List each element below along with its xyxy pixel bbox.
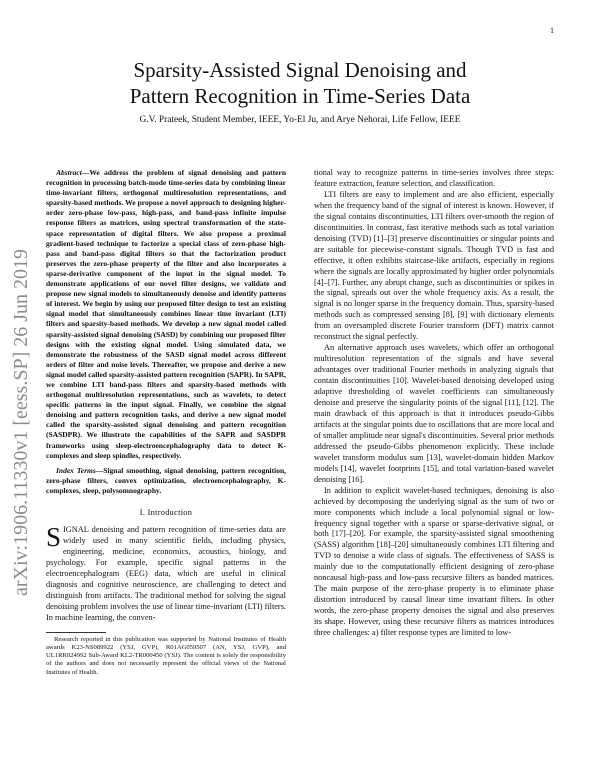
abstract-text: —We address the problem of signal denoising and pattern recognition in processing batch-mode time-series data by combining linear time-invariant filters, orthogonal multiresolution representations, and sparsity-based methods. We propose a novel approach to designing higher-order zero-phase low-pass, high-pass, and band-pass infinite impulse response filters as matrices, using spectral transformation of the state-space representation of digital filters. We also propose a proximal gradient-based technique to factorize a special class of zero-phase high-pass and band-pass digital filters so that the factorization product preserves the zero-phase property of the filter and also incorporates a sparse-derivative component of the input in the signal model. To demonstrate applications of our novel filter designs, we validate and propose new signal models to simultaneously denoise and identify patterns of interest. We begin by using our proposed filter design to test an existing signal model that simultaneously combines linear time invariant (LTI) filters and sparsity-based methods. We develop a new signal model called sparsity-assisted signal denoising (SASD) by combining our proposed filter designs with the existing signal model. Using simulated data, we demonstrate the robustness of the SASD signal model across different orders of filter and noise levels. Thereafter, we propose and derive a new signal model called sparsity-assisted pattern recognition (SAPR). In SAPR, we combine LTI band-pass filters and sparsity-based methods with orthogonal multiresolution representations, such as wavelets, to detect specific patterns in the input signal. Finally, we combine the signal denoising and pattern recognition tasks, and derive a new signal model called the sparsity-assisted signal denoising and pattern recognition (SASDPR). We illustrate the capabilities of the SAPR and SASDPR frameworks using sleep-electroencephalography data to detect K-complexes and sleep spindles, respectively. (46, 168, 286, 460)
section-heading: I. Introduction (139, 508, 193, 517)
intro-text: IGNAL denoising and pattern recognition of time-series data are widely used in many scientific fields, including physics, engineering, medicine, economics, acoustics, biology, and psychology. For example, specific signal patterns in the electroencephalogram (EEG) data, which are useful in clinical diagnosis and cognitive neuroscience, are challenging to detect and distinguish from artifacts. The traditional method for solving the signal denoising problem involves the use of linear time-invariant (LTI) filters. In machine learning, the conven- (46, 524, 286, 622)
index-terms (46, 466, 286, 496)
right-paragraph-3: An alternative approach uses wavelets, which offer an orthogonal multiresolution representation of the signals and have several advantages over traditional Fourier methods in analyzing signals that contain discontinuities [10]. Wavelet-based denoising developed using adaptive thresholding of wavelet coefficients can simultaneously denoise and preserve the singularity points of the signal [11], [12]. The main drawback of this approach is that it introduces pseudo-Gibbs artifacts at the singular points due to oscillations that are more local and of smaller amplitude near signal's discontinuities. Several prior methods addressed the pseudo-Gibbs phenomenon explicitly. These include wavelet transform modulus sum [13], wavelet-domain hidden Markov models [14], wavelet footprints [15], and total variation-based wavelet denoising [16]. (314, 343, 554, 484)
title-line-1: Sparsity-Assisted Signal Denoising and (133, 58, 467, 82)
author-line: G.V. Prateek, Student Member, IEEE, Yo-El Ju, and Arye Nehorai, Life Fellow, IEEE (139, 115, 461, 125)
left-column (46, 168, 286, 677)
arxiv-watermark: arXiv:1906.11330v1 [eess.SP] 26 Jun 2019 (10, 248, 32, 596)
abstract (46, 168, 286, 461)
page-number: 1 (550, 26, 554, 35)
title-line-2: Pattern Recognition in Time-Series Data (129, 84, 471, 108)
funding-footnote: Research reported in this publication was supported by National Institutes of Health awards K23-NS089922 (YSJ, GVP), R01AG059507 (AN, YSJ, GVP), and UL1RR024992 Sub-Award KL2-TR000450 (YSJ). The content is solely the responsibility of the authors and does not necessarily represent the official views of the National Institutes of Health. (46, 635, 286, 676)
right-paragraph-2: LTI filters are easy to implement and are also efficient, especially when the frequency band of the signal of interest is known. However, if the signal contains discontinuities, LTI filters over-smooth the region of discontinuities. In contrast, fast iterative methods such as total variation denoising (TVD) [1]–[3] preserve discontinuities or singular points and are suitable for piecewise-constant signals. Though TVD is fast and effective, it often exhibits staircase-like artifacts, especially in regions where the signals are locally approximated by higher order polynomials [4]–[7]. Further, any abrupt change, such as discontinuities or spikes in the signal, spreads out over the whole frequency axis. As a result, the signal is no longer sparse in the frequency domain. Thus, sparsity-based methods such as compressed sensing [8], [9] with dictionary elements from an oversampled discrete Fourier transform (DFT) matrix cannot reconstruct the signal perfectly. (314, 189, 554, 342)
intro-paragraph (46, 521, 286, 624)
right-paragraph-4: In addition to explicit wavelet-based techniques, denoising is also achieved by decomposing the underlying signal as the sum of two or more components which include a local polynomial signal or low-frequency signal together with a sparse or sparse-derivative signal, or both [17]–[20]. For example, the sparsity-assisted signal smoothening (SASS) algorithm [18]–[20] simultaneously combines LTI filtering and TVD to denoise a wide class of signals. The effectiveness of SASS is mainly due to the computationally efficient designing of zero-phase noncausal high-pass and low-pass recursive filters as banded matrices. The main purpose of the zero-phase property is to eliminate phase distortion introduced by causal linear time invariant filters. In other words, the zero-phase property denoises the signal and also preserves its shape. However, using these recursive filters as matrices introduces three challenges: a) filter response types are limited to low- (314, 485, 554, 638)
index-terms-lead: Index Terms (56, 465, 96, 475)
footnote-divider (46, 632, 106, 633)
right-paragraph-1: tional way to recognize patterns in time-series involves three steps: feature extraction, feature selection, and classification. (314, 168, 554, 188)
paper-title (60, 57, 540, 109)
index-terms-text: —Signal smoothing, signal denoising, pattern recognition, zero-phase filters, convex optimization, electroencephalography, K-complexes, sleep, polysomnography. (46, 465, 287, 495)
right-column (314, 168, 554, 639)
abstract-lead: Abstract (56, 168, 82, 177)
drop-cap: S (46, 521, 62, 552)
